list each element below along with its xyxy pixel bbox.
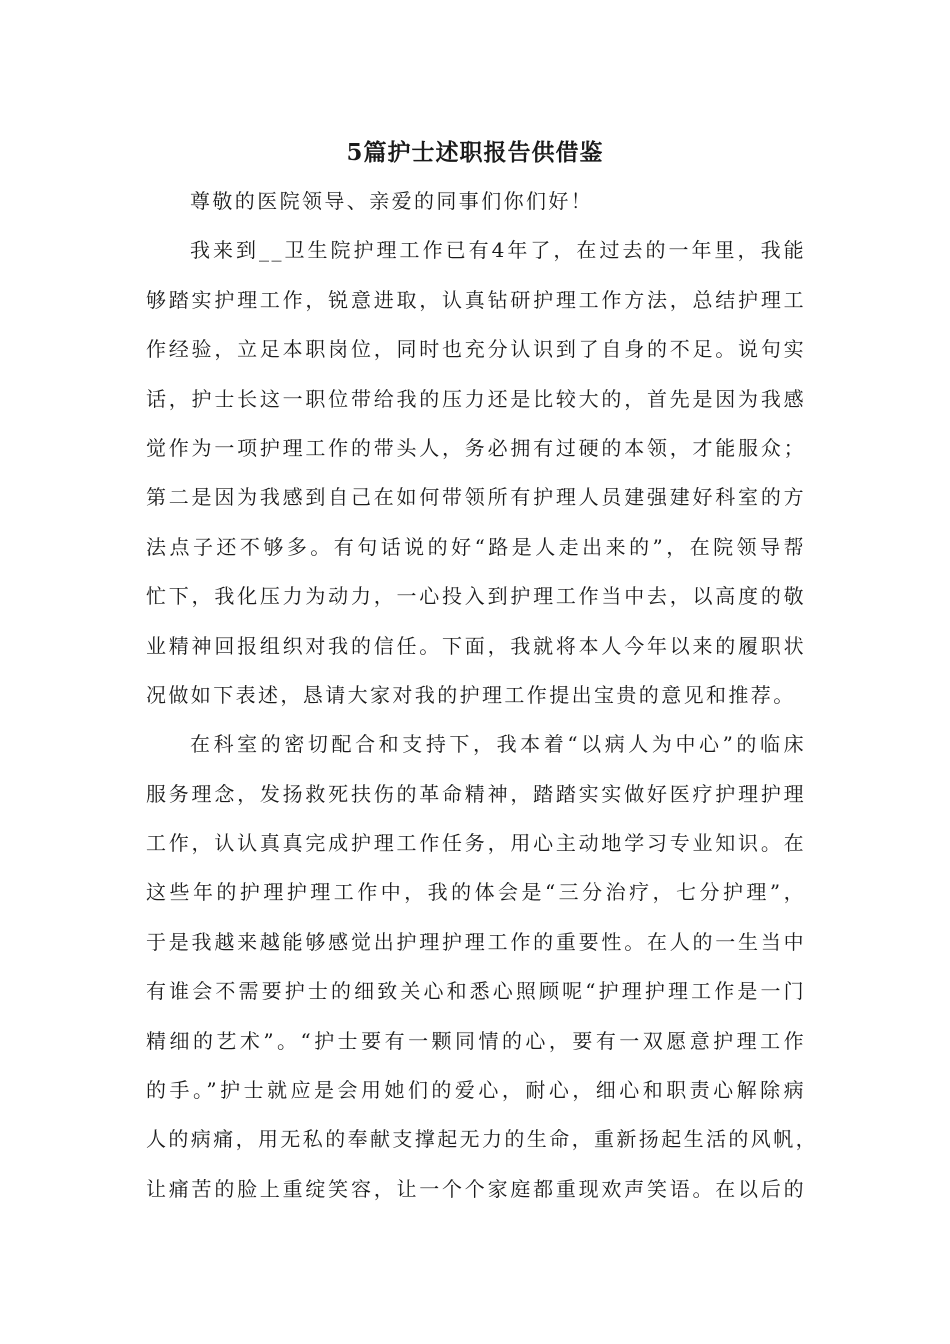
document-body: [146, 184, 818, 1221]
paragraph-line: 忙下，我化压力为动力，一心投入到护理工作当中去，以高度的敬: [146, 584, 806, 609]
greeting-line: 尊敬的医院领导、亲爱的同事们你们好！: [190, 189, 594, 213]
paragraph-line: 觉作为一项护理工作的带头人，务必拥有过硬的本领，才能服众；: [146, 435, 806, 460]
paragraph-line: 人的病痛，用无私的奉献支撑起无力的生命，重新扬起生活的风帆，: [146, 1127, 818, 1152]
paragraph-line: 的手。”护士就应是会用她们的爱心，耐心，细心和职责心解除病: [146, 1078, 806, 1103]
paragraph-line: 精细的艺术”。“护士要有一颗同情的心，要有一双愿意护理工作: [146, 1028, 806, 1053]
paragraph-line: 法点子还不够多。有句话说的好“路是人走出来的”，在院领导帮: [146, 534, 806, 559]
paragraph-line: 在科室的密切配合和支持下，我本着“以病人为中心”的临床: [190, 732, 806, 757]
document-title: 5篇护士述职报告供借鉴: [346, 139, 604, 166]
paragraph-line: 这些年的护理护理工作中，我的体会是“三分治疗，七分护理”，: [146, 880, 806, 905]
paragraph-line: 服务理念，发扬救死扶伤的革命精神，踏踏实实做好医疗护理护理: [146, 781, 806, 806]
paragraph-line: 有谁会不需要护士的细致关心和悉心照顾呢“护理护理工作是一门: [146, 979, 806, 1004]
paragraph-line: 作经验，立足本职岗位，同时也充分认识到了自身的不足。说句实: [146, 337, 806, 362]
paragraph-line: 话，护士长这一职位带给我的压力还是比较大的，首先是因为我感: [146, 386, 806, 411]
paragraph-line: 第二是因为我感到自己在如何带领所有护理人员建强建好科室的方: [146, 485, 806, 510]
paragraph-line: 业精神回报组织对我的信任。下面，我就将本人今年以来的履职状: [146, 633, 806, 658]
paragraph-line: 我来到__卫生院护理工作已有4年了，在过去的一年里，我能: [190, 238, 806, 263]
paragraph-line: 够踏实护理工作，锐意进取，认真钻研护理工作方法，总结护理工: [146, 287, 806, 312]
paragraph-line: 工作，认认真真完成护理工作任务，用心主动地学习专业知识。在: [146, 831, 806, 856]
paragraph-line: 让痛苦的脸上重绽笑容，让一个个家庭都重现欢声笑语。在以后的: [146, 1176, 806, 1201]
paragraph-line: 况做如下表述，恳请大家对我的护理工作提出宝贵的意见和推荐。: [146, 682, 796, 707]
paragraph-line: 于是我越来越能够感觉出护理护理工作的重要性。在人的一生当中: [146, 929, 806, 954]
